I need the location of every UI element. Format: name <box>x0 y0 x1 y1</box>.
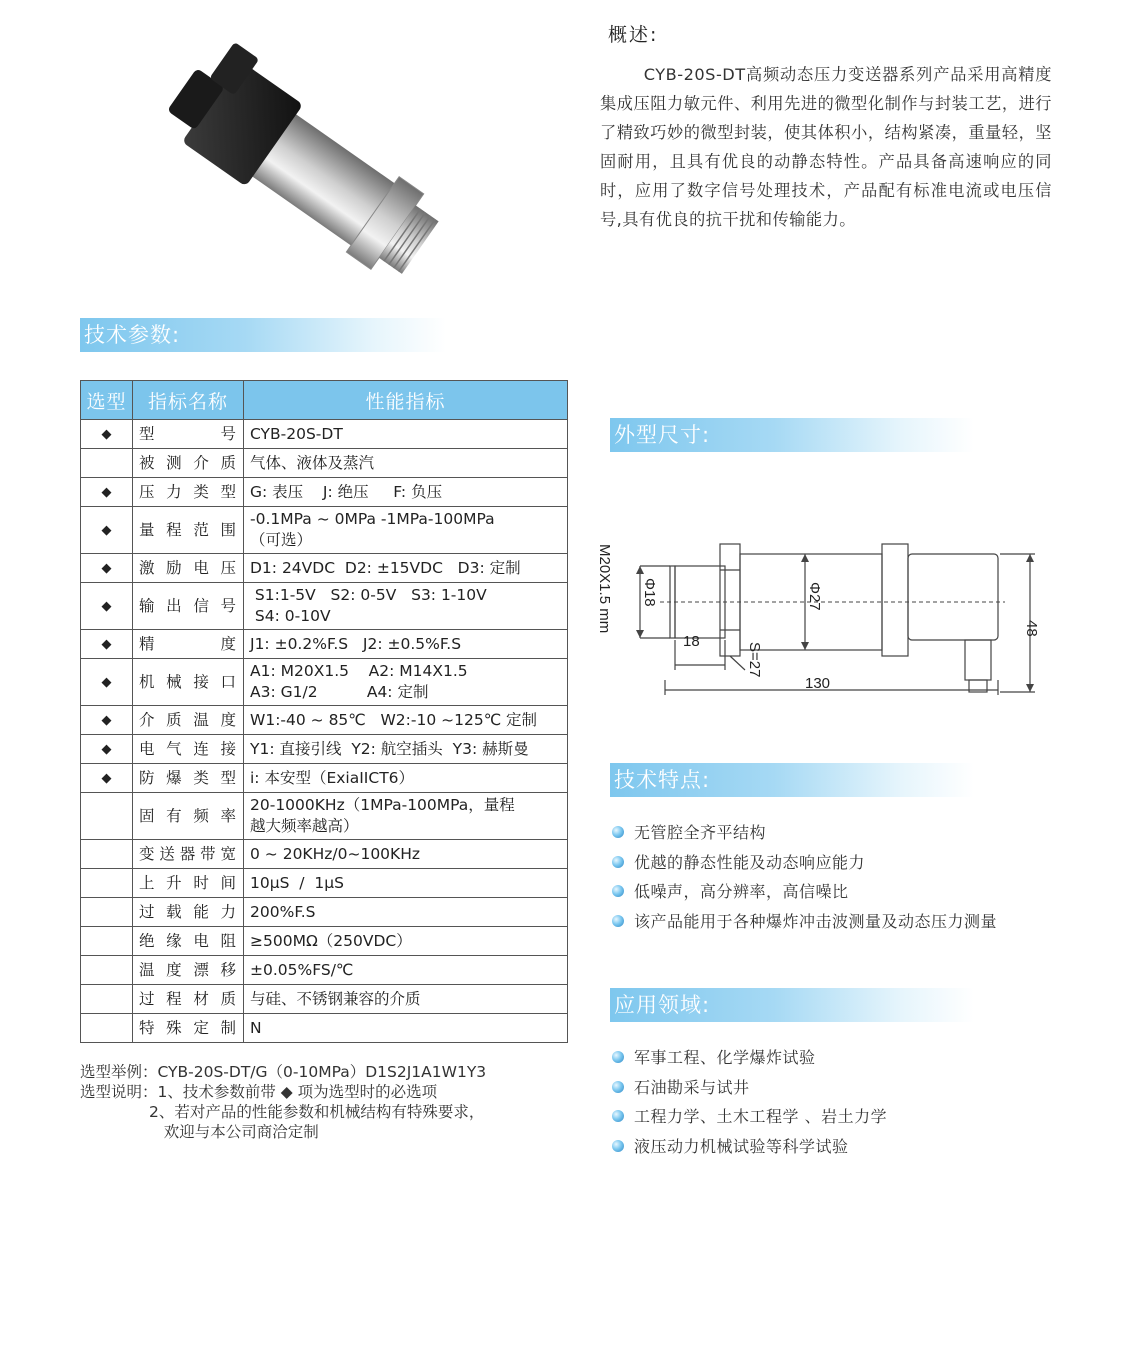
param-value <box>244 706 568 735</box>
param-name: 特殊定制 <box>133 1014 244 1043</box>
overview-paragraph: CYB-20S-DT高频动态压力变送器系列产品采用高精度集成压阻力敏元件、利用先进的微型化制作与封装工艺，进行了精致巧妙的微型封装，使其体积小，结构紧凑，重量轻，坚固耐用，且具有优良的动静态特性。产品具备高速响应的同时，应用了数字信号处理技术，产品配有标准电流或电压信号,具有优良的抗干扰和传输能力。 <box>600 65 1052 229</box>
selection-notes <box>80 1062 486 1142</box>
param-value-line: 200%F.S <box>250 902 316 921</box>
required-marker: ◆ <box>81 478 133 507</box>
param-value <box>244 1014 568 1043</box>
bullet-icon <box>612 826 624 838</box>
table-row <box>81 449 568 478</box>
required-marker: ◆ <box>81 420 133 449</box>
param-value-line: D1: 24VDC D2: ±15VDC D3: 定制 <box>250 558 521 577</box>
param-value-line: S1:1-5V S2: 0-5V S3: 1-10V <box>250 586 487 604</box>
param-value <box>244 449 568 478</box>
param-value-line: 10μS / 1μS <box>250 873 344 892</box>
table-row <box>81 898 568 927</box>
param-value-line: ≥500MΩ（250VDC） <box>250 931 412 950</box>
param-value-line: CYB-20S-DT <box>250 424 343 443</box>
overview-text <box>600 60 1052 234</box>
table-row <box>81 478 568 507</box>
parameter-table <box>80 380 568 1043</box>
label-len130: 130 <box>805 675 831 692</box>
feature-text: 低噪声，高分辨率，高信噪比 <box>634 882 849 901</box>
table-row <box>81 583 568 630</box>
param-value <box>244 630 568 659</box>
table-row <box>81 630 568 659</box>
param-name: 绝缘电阻 <box>133 927 244 956</box>
note-line: 欢迎与本公司商洽定制 <box>80 1123 319 1141</box>
list-item <box>610 848 1090 878</box>
label-h48: 48 <box>1023 620 1040 637</box>
table-row <box>81 1014 568 1043</box>
table-row <box>81 659 568 706</box>
param-value-line: 与硅、不锈钢兼容的介质 <box>250 989 421 1008</box>
application-text: 石油勘采与试井 <box>634 1077 750 1097</box>
table-row <box>81 735 568 764</box>
param-name: 上升时间 <box>133 869 244 898</box>
bullet-icon <box>612 856 624 868</box>
required-marker <box>81 449 133 478</box>
param-value <box>244 659 568 706</box>
param-value <box>244 956 568 985</box>
param-name: 介质温度 <box>133 706 244 735</box>
table-header-row <box>81 381 568 420</box>
bullet-icon <box>612 885 624 897</box>
param-name: 被测介质 <box>133 449 244 478</box>
application-text: 军事工程、化学爆炸试验 <box>634 1048 816 1067</box>
list-item <box>610 877 1090 907</box>
required-marker <box>81 793 133 840</box>
required-marker: ◆ <box>81 706 133 735</box>
param-value <box>244 869 568 898</box>
param-value-line: Y1: 直接引线 Y2: 航空插头 Y3: 赫斯曼 <box>250 739 529 758</box>
required-marker <box>81 869 133 898</box>
param-value-line: ±0.05%FS/℃ <box>250 960 354 979</box>
table-row <box>81 956 568 985</box>
section-header-features: 技术特点: <box>610 763 974 797</box>
list-item <box>610 1043 1090 1073</box>
table-row <box>81 869 568 898</box>
param-name: 温度漂移 <box>133 956 244 985</box>
param-value-line: 气体、液体及蒸汽 <box>250 453 375 472</box>
bullet-icon <box>612 1110 624 1122</box>
required-marker <box>81 927 133 956</box>
list-item <box>610 1102 1090 1132</box>
param-name: 输出信号 <box>133 583 244 630</box>
section-header-dimensions: 外型尺寸: <box>610 418 974 452</box>
required-marker <box>81 1014 133 1043</box>
table-row <box>81 985 568 1014</box>
param-value <box>244 478 568 507</box>
list-item <box>610 818 1090 848</box>
required-marker <box>81 898 133 927</box>
required-marker <box>81 956 133 985</box>
param-value <box>244 420 568 449</box>
param-value <box>244 898 568 927</box>
bullet-icon <box>612 1081 624 1093</box>
param-value-line: N <box>250 1018 262 1037</box>
application-text: 工程力学、土木工程学 、岩土力学 <box>634 1107 888 1126</box>
param-value-line: i: 本安型（ExiaIICT6） <box>250 768 415 787</box>
param-name: 机械接口 <box>133 659 244 706</box>
param-name: 激励电压 <box>133 554 244 583</box>
applications-list <box>610 1043 1090 1161</box>
param-name: 压力类型 <box>133 478 244 507</box>
product-photo <box>140 28 480 298</box>
table-row <box>81 420 568 449</box>
required-marker: ◆ <box>81 659 133 706</box>
param-value-line: 越大频率越高） <box>250 817 359 835</box>
table-row <box>81 840 568 869</box>
param-value <box>244 764 568 793</box>
param-value-line: （可选） <box>250 531 313 549</box>
required-marker: ◆ <box>81 507 133 554</box>
note-line: 2、若对产品的性能参数和机械结构有特殊要求， <box>80 1103 485 1121</box>
param-value-line: S4: 0-10V <box>250 607 331 625</box>
table-row <box>81 554 568 583</box>
param-name: 型号 <box>133 420 244 449</box>
features-list <box>610 818 1090 936</box>
param-value-line: 0 ~ 20KHz/0~100KHz <box>250 844 420 863</box>
header-select: 选型 <box>81 381 133 420</box>
param-value <box>244 840 568 869</box>
param-value-line: A1: M20X1.5 A2: M14X1.5 <box>250 662 468 680</box>
param-name: 变送器带宽 <box>133 840 244 869</box>
param-name: 固有频率 <box>133 793 244 840</box>
required-marker <box>81 840 133 869</box>
param-value-line: W1:-40 ~ 85℃ W2:-10 ~125℃ 定制 <box>250 710 538 729</box>
table-body <box>81 420 568 1043</box>
bullet-icon <box>612 1140 624 1152</box>
param-name: 电气连接 <box>133 735 244 764</box>
param-value-line: -0.1MPa ~ 0MPa -1MPa-100MPa <box>250 510 495 528</box>
bullet-icon <box>612 1051 624 1063</box>
note-example: 选型举例：CYB-20S-DT/G（0-10MPa）D1S2J1A1W1Y3 <box>80 1063 487 1081</box>
feature-text: 该产品能用于各种爆炸冲击波测量及动态压力测量 <box>634 911 998 931</box>
table-row <box>81 793 568 840</box>
label-d27: Φ27 <box>806 582 823 611</box>
dimension-drawing <box>590 530 1060 710</box>
header-value: 性能指标 <box>244 381 568 420</box>
section-header-params: 技术参数: <box>80 318 446 352</box>
label-d18: Φ18 <box>641 578 658 607</box>
param-value <box>244 793 568 840</box>
label-s27: S=27 <box>746 642 763 678</box>
required-marker <box>81 985 133 1014</box>
list-item <box>610 1132 1090 1162</box>
param-value <box>244 583 568 630</box>
overview-title: 概述: <box>608 24 659 46</box>
list-item <box>610 1073 1090 1103</box>
param-value <box>244 985 568 1014</box>
bullet-icon <box>612 915 624 927</box>
required-marker: ◆ <box>81 583 133 630</box>
required-marker: ◆ <box>81 735 133 764</box>
label-len18: 18 <box>683 633 700 650</box>
param-value-line: J1: ±0.2%F.S J2: ±0.5%F.S <box>250 634 462 653</box>
param-name: 过程材质 <box>133 985 244 1014</box>
feature-text: 优越的静态性能及动态响应能力 <box>634 852 866 872</box>
required-marker: ◆ <box>81 554 133 583</box>
param-name: 量程范围 <box>133 507 244 554</box>
required-marker: ◆ <box>81 764 133 793</box>
param-name: 防爆类型 <box>133 764 244 793</box>
table-row <box>81 927 568 956</box>
param-value <box>244 735 568 764</box>
param-name: 过载能力 <box>133 898 244 927</box>
label-thread: M20X1.5 mm <box>596 544 613 634</box>
feature-text: 无管腔全齐平结构 <box>634 823 767 842</box>
note-line: 选型说明：1、技术参数前带 ◆ 项为选型时的必选项 <box>80 1083 438 1101</box>
header-name: 指标名称 <box>133 381 244 420</box>
required-marker: ◆ <box>81 630 133 659</box>
list-item <box>610 907 1090 937</box>
section-header-applications: 应用领域: <box>610 988 974 1022</box>
param-value-line: A3: G1/2 A4: 定制 <box>250 683 429 701</box>
param-value-line: 20-1000KHz（1MPa-100MPa，量程 <box>250 796 515 814</box>
param-value-line: G: 表压 J: 绝压 F: 负压 <box>250 482 443 501</box>
table-row <box>81 507 568 554</box>
param-value <box>244 927 568 956</box>
table-row <box>81 706 568 735</box>
param-name: 精度 <box>133 630 244 659</box>
param-value <box>244 507 568 554</box>
param-value <box>244 554 568 583</box>
table-row <box>81 764 568 793</box>
application-text: 液压动力机械试验等科学试验 <box>634 1136 849 1156</box>
